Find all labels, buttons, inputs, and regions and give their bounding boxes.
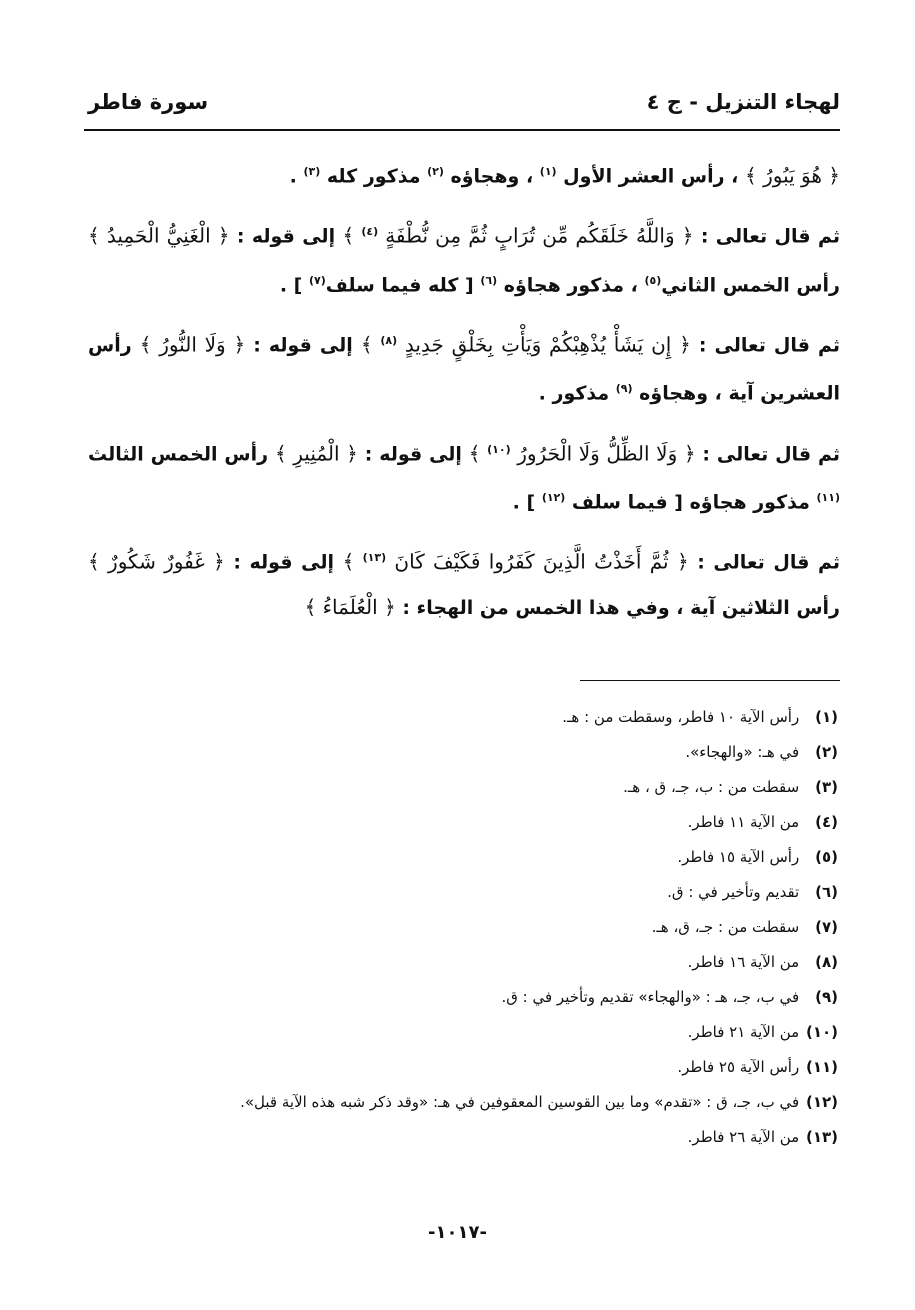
footnote-ref: (٢) <box>427 165 444 178</box>
paragraph <box>88 428 840 525</box>
text-run: رأس الخمس الثالث <box>88 442 275 465</box>
footnote-text: في هـ: «والهجاء». <box>685 743 800 761</box>
quran-quote: ﴿ الْعُلَمَاءُ ﴾ <box>304 594 396 619</box>
footnote-text: رأس الآية ١٠ فاطر، وسقطت من : هـ. <box>562 708 800 726</box>
text-run: رأس الخمس الثاني <box>661 273 840 296</box>
footnote-item <box>88 1120 838 1155</box>
text-run: رأس العشرين آية ، وهجاؤه <box>88 334 840 405</box>
text-run: ] . <box>279 273 309 296</box>
paragraph <box>88 536 840 629</box>
footnote-text: سقطت من : ب، جـ، ق ، هـ. <box>623 778 800 796</box>
footnote-ref: (١) <box>539 165 557 178</box>
book-title: لهجاء التنزيل - ج ٤ <box>646 90 840 114</box>
footnote-text: رأس الآية ١٥ فاطر. <box>677 848 800 866</box>
quran-quote: ﴿ وَلَا الظِّلُّ وَلَا الْحَرُورُ <box>510 440 696 465</box>
footnote-ref: (٣) <box>303 165 321 178</box>
quran-quote: ﴿ غَفُورٌ شَكُورٌ ﴾ <box>88 549 225 574</box>
footnotes-list <box>88 700 838 1155</box>
text-run: إلى قوله : <box>229 225 343 248</box>
text-run: إلى قوله : <box>245 334 361 357</box>
quran-quote: ﴾ <box>342 223 362 248</box>
paragraph <box>88 319 840 416</box>
footnote-text: من الآية ١٦ فاطر. <box>687 953 800 971</box>
main-text <box>88 150 840 642</box>
footnote-separator <box>580 680 840 681</box>
footnote-ref: (٦) <box>480 273 498 287</box>
footnote-item <box>88 1050 838 1085</box>
footnote-text: من الآية ٢١ فاطر. <box>687 1023 800 1041</box>
footnote-number: (٧) <box>815 918 838 936</box>
footnote-item <box>88 945 838 980</box>
footnote-item <box>88 980 838 1015</box>
quran-quote: ﴾ <box>468 440 488 465</box>
footnote-number: (٤) <box>815 813 838 831</box>
paragraph <box>88 150 840 198</box>
footnote-text: في ب، جـ، هـ : «والهجاء» تقديم وتأخير في : ق. <box>501 988 800 1006</box>
paragraph <box>88 210 840 307</box>
header-rule <box>84 129 840 131</box>
footnote-ref: (٨) <box>380 333 398 347</box>
text-run: ، رأس العشر الأول <box>556 165 746 188</box>
footnote-number: (١٣) <box>805 1128 838 1146</box>
text-run: مذكور كله <box>320 165 428 188</box>
footnote-number: (٦) <box>815 883 838 901</box>
footnote-text: في ب، جـ، ق : «تقدم» وما بين القوسين المعقوفين في هـ: «وقد ذكر شبه هذه الآية قبل». <box>240 1093 800 1111</box>
running-header <box>88 86 840 126</box>
text-run: ثم قال تعالى : <box>690 334 840 357</box>
quran-quote: ﴿ هُوَ يَبُورُ ﴾ <box>745 163 840 188</box>
footnote-number: (٩) <box>815 988 838 1006</box>
footnote-item <box>88 840 838 875</box>
text-run: إلى قوله : <box>357 442 469 465</box>
footnote-number: (١١) <box>805 1058 838 1076</box>
footnote-item <box>88 1085 838 1120</box>
text-run: ثم قال تعالى : <box>693 225 841 248</box>
footnote-text: سقطت من : جـ، ق، هـ. <box>651 918 800 936</box>
text-run: مذكور هجاؤه [ فيما سلف <box>565 491 817 514</box>
quran-quote: ﴿ وَاللَّهُ خَلَقَكُم مِّن تُرَابٍ ثُمَّ مِن نُّطْفَةٍ <box>378 223 694 248</box>
footnote-number: (٢) <box>815 743 838 761</box>
quran-quote: ﴿ الْمُنِيرِ ﴾ <box>274 440 358 465</box>
text-run: مذكور . <box>538 382 616 405</box>
footnote-number: (١٢) <box>805 1093 838 1111</box>
quran-quote: ﴾ <box>360 332 381 357</box>
surah-name: سورة فاطر <box>88 90 209 114</box>
footnote-ref: (٤) <box>361 225 379 239</box>
page-number: -١٠١٧- <box>428 1222 487 1243</box>
quran-quote: ﴿ إِن يَشَأْ يُذْهِبْكُمْ وَيَأْتِ بِخَلْقٍ جَدِيدٍ <box>397 332 691 357</box>
footnote-text: من الآية ٢٦ فاطر. <box>687 1128 800 1146</box>
footnote-item <box>88 700 838 735</box>
footnote-ref: (٧) <box>308 273 326 287</box>
text-run: ، مذكور هجاؤه <box>497 273 645 296</box>
text-run: رأس الثلاثين آية ، وفي هذا الخمس من الهجاء : <box>395 596 840 619</box>
text-run: ثم قال تعالى : <box>695 442 841 465</box>
text-run: ] . <box>512 491 542 514</box>
footnote-number: (٥) <box>815 848 838 866</box>
footnote-item <box>88 805 838 840</box>
footnote-ref: (٩) <box>615 382 633 396</box>
footnote-item <box>88 1015 838 1050</box>
quran-quote: ﴿ الْغَنِيُّ الْحَمِيدُ ﴾ <box>88 223 230 248</box>
text-run: ثم قال تعالى : <box>688 551 841 574</box>
footnote-ref: (١١) <box>816 490 840 504</box>
footnote-item <box>88 735 838 770</box>
footnote-text: تقديم وتأخير في : ق. <box>667 883 800 901</box>
footnote-number: (٨) <box>815 953 838 971</box>
quran-quote: ﴿ وَلَا النُّورُ ﴾ <box>139 332 246 357</box>
quran-quote: ﴾ <box>342 549 363 574</box>
text-run: إلى قوله : <box>224 551 343 574</box>
footnote-item <box>88 910 838 945</box>
footnote-item <box>88 770 838 805</box>
footnote-ref: (١٣) <box>362 551 387 565</box>
footnote-ref: (١٢) <box>541 490 566 504</box>
text-run: . <box>289 165 304 188</box>
footnote-ref: (٥) <box>644 273 662 287</box>
footnote-ref: (١٠) <box>487 442 511 456</box>
text-run: ، وهجاؤه <box>443 165 540 188</box>
footnote-item <box>88 875 838 910</box>
footnote-number: (١) <box>815 708 838 726</box>
footnote-number: (٣) <box>815 778 838 796</box>
text-run: [ كله فيما سلف <box>325 273 481 296</box>
footnote-text: من الآية ١١ فاطر. <box>687 813 800 831</box>
footnote-text: رأس الآية ٢٥ فاطر. <box>677 1058 800 1076</box>
footnote-number: (١٠) <box>805 1023 838 1041</box>
quran-quote: ﴿ ثُمَّ أَخَذْتُ الَّذِينَ كَفَرُوا فَكَيْفَ كَانَ <box>386 549 689 574</box>
